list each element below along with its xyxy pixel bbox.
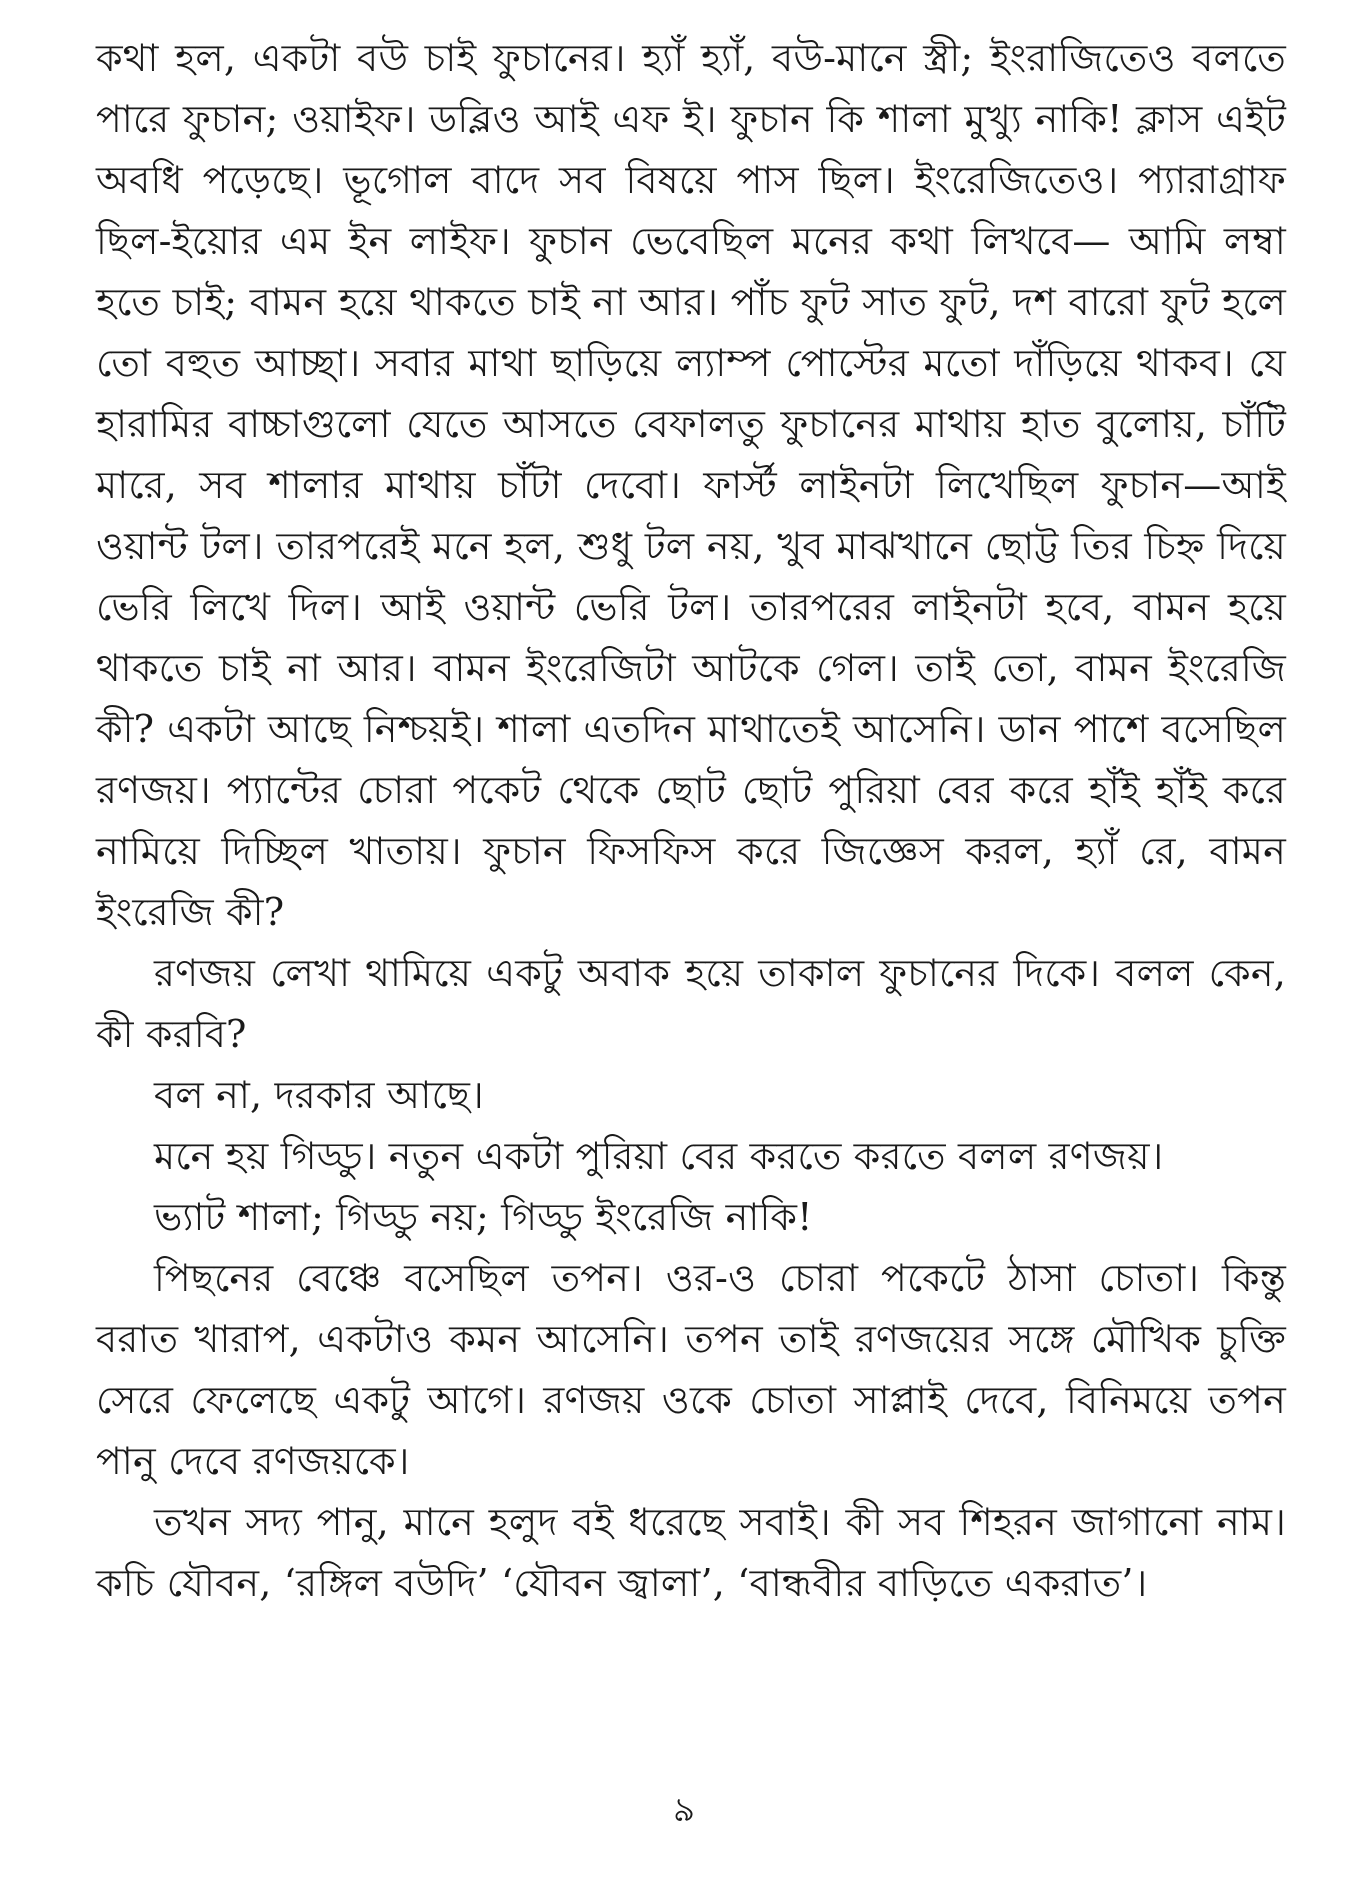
paragraph-7: তখন সদ্য পানু, মানে হলুদ বই ধরেছে সবাই। কী সব শিহরন জাগানো নাম। কচি যৌবন, ‘রঙ্গিল বউদি’ ‘যৌবন জ্বালা’, ‘বান্ধবীর বাড়িতে একরাত’।	[96, 1500, 1286, 1605]
paragraph-5: ভ্যাট শালা; গিড্ডু নয়; গিড্ডু ইংরেজি নাকি!	[154, 1195, 813, 1239]
paragraph-2: রণজয় লেখা থামিয়ে একটু অবাক হয়ে তাকাল ফুচানের দিকে। বলল কেন, কী করবি?	[96, 951, 1286, 1056]
page-number: ৯	[672, 1790, 696, 1830]
paragraph-1: কথা হল, একটা বউ চাই ফুচানের। হ্যাঁ হ্যাঁ, বউ-মানে স্ত্রী; ইংরাজিতেও বলতে পারে ফুচান; ওয়াইফ। ডব্লিও আই এফ ই। ফুচান কি শালা মুখ্যু নাকি! ক্লাস এইট অবধি পড়েছে। ভূগোল বাদে সব বিষয়ে পাস ছিল। ইংরেজিতেও। প্যারাগ্রাফ ছিল-ইয়োর এম ইন লাইফ। ফুচান ভেবেছিল মনের কথা লিখবে— আমি লম্বা হতে চাই; বামন হয়ে থাকতে চাই না আর। পাঁচ ফুট সাত ফুট, দশ বারো ফুট হলে তো বহুত আচ্ছা। সবার মাথা ছাড়িয়ে ল্যাম্প পোস্টের মতো দাঁড়িয়ে থাকব। যে হারামির বাচ্চাগুলো যেতে আসতে বেফালতু ফুচানের মাথায় হাত বুলোয়, চাঁটি মারে, সব শালার মাথায় চাঁটা দেবো। ফার্স্ট লাইনটা লিখেছিল ফুচান—আই ওয়ান্ট টল। তারপরেই মনে হল, শুধু টল নয়, খুব মাঝখানে ছোট্ট তির চিহ্ন দিয়ে ভেরি লিখে দিল। আই ওয়ান্ট ভেরি টল। তারপরের লাইনটা হবে, বামন হয়ে থাকতে চাই না আর। বামন ইংরেজিটা আটকে গেল। তাই তো, বামন ইংরেজি কী? একটা আছে নিশ্চয়ই। শালা এতদিন মাথাতেই আসেনি। ডান পাশে বসেছিল রণজয়। প্যান্টের চোরা পকেট থেকে ছোট ছোট পুরিয়া বের করে হাঁই হাঁই করে নামিয়ে দিচ্ছিল খাতায়। ফুচান ফিসফিস করে জিজ্ঞেস করল, হ্যাঁ রে, বামন ইংরেজি কী?	[96, 36, 1286, 934]
paragraph-4: মনে হয় গিড্ডু। নতুন একটা পুরিয়া বের করতে করতে বলল রণজয়।	[154, 1134, 1164, 1178]
paragraph-6: পিছনের বেঞ্চে বসেছিল তপন। ওর-ও চোরা পকেটে ঠাসা চোতা। কিন্তু বরাত খারাপ, একটাও কমন আসেনি। তপন তাই রণজয়ের সঙ্গে মৌখিক চুক্তি সেরে ফেলেছে একটু আগে। রণজয় ওকে চোতা সাপ্লাই দেবে, বিনিময়ে তপন পানু দেবে রণজয়কে।	[96, 1256, 1286, 1483]
book-page	[96, 28, 1286, 1848]
paragraph-3: বল না, দরকার আছে।	[154, 1073, 484, 1117]
